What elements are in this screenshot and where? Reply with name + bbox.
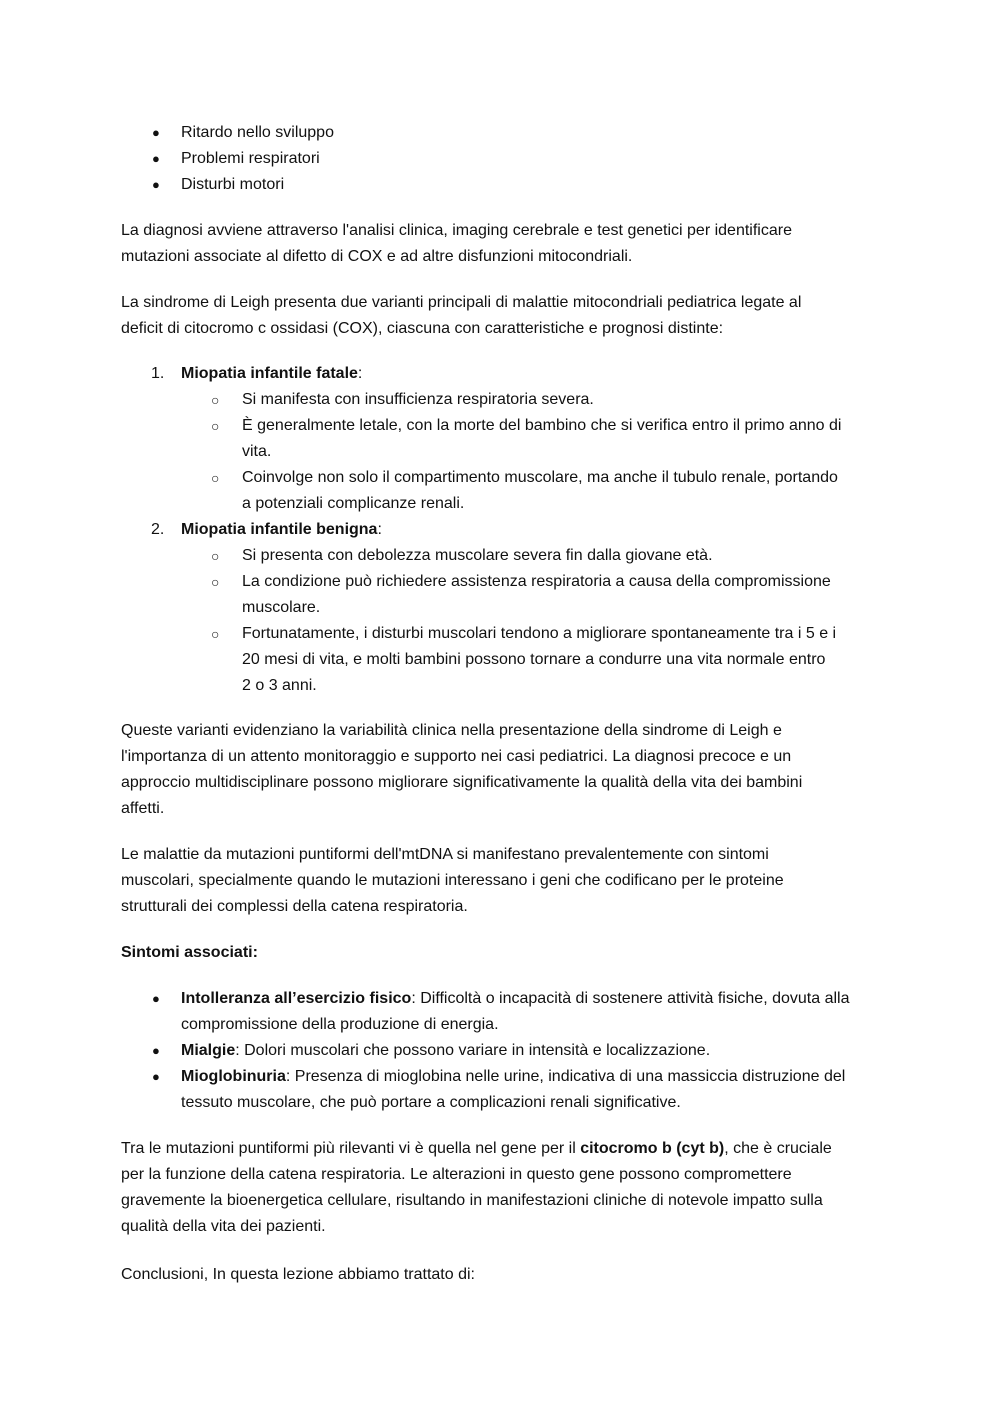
conclusion-line: Conclusioni, In questa lezione abbiamo trattato di:: [121, 1266, 475, 1283]
circle-bullet-icon: ○: [211, 392, 220, 408]
list-item-cont: tessuto muscolare, che può portare a complicazioni renali significative.: [181, 1094, 681, 1111]
symptoms-heading: Sintomi associati:: [121, 944, 258, 961]
circle-bullet-icon: ○: [211, 574, 220, 590]
circle-bullet-icon: ○: [211, 548, 220, 564]
paragraph-citocromo: Tra le mutazioni puntiformi più rilevanti vi è quella nel gene per il citocromo b (cyt b), che è cruciale per la funzione della catena respiratoria. Le alterazioni in questo gene possono compromettere gravemente la bioenergetica cellulare, risultando in manifestazioni cliniche di notevole impatto sulla qualità della vita dei pazienti.: [121, 1140, 832, 1235]
circle-bullet-icon: ○: [211, 418, 220, 434]
bullet-icon: ●: [152, 177, 160, 192]
list-item-cont: compromissione della produzione di energia.: [181, 1016, 499, 1033]
sub-item: È generalmente letale, con la morte del bambino che si verifica entro il primo anno di: [242, 417, 842, 434]
sub-item: La condizione può richiedere assistenza respiratoria a causa della compromissione: [242, 573, 831, 590]
list-item: Disturbi motori: [181, 176, 285, 193]
sub-item: Coinvolge non solo il compartimento muscolare, ma anche il tubulo renale, portando: [242, 469, 838, 486]
sub-item: Si manifesta con insufficienza respiratoria severa.: [242, 391, 594, 408]
sub-item: Fortunatamente, i disturbi muscolari tendono a migliorare spontaneamente tra i 5 e i: [242, 625, 837, 642]
list-item: Mioglobinuria: Presenza di mioglobina nelle urine, indicativa di una massiccia distruzione del: [181, 1068, 846, 1085]
list-item: Mialgie: Dolori muscolari che possono variare in intensità e localizzazione.: [181, 1042, 711, 1059]
sub-item-cont: a potenziali complicanze renali.: [242, 495, 465, 512]
list-item: Ritardo nello sviluppo: [181, 124, 334, 141]
paragraph-varianti: La sindrome di Leigh presenta due varianti principali di malattie mitocondriali pediatrica legate al deficit di citocromo c ossidasi (COX), ciascuna con caratteristiche e prognosi distinte:: [121, 294, 802, 337]
variant-title: Miopatia infantile benigna:: [181, 521, 382, 538]
circle-bullet-icon: ○: [211, 470, 220, 486]
sub-item-cont: muscolare.: [242, 599, 321, 616]
list-number: 2.: [151, 521, 165, 538]
sub-item: Si presenta con debolezza muscolare severa fin dalla giovane età.: [242, 547, 713, 564]
paragraph-diagnosi: La diagnosi avviene attraverso l'analisi clinica, imaging cerebrale e test genetici per identificare mutazioni associate al difetto di COX e ad altre disfunzioni mitocondriali.: [121, 222, 792, 265]
list-item: Problemi respiratori: [181, 150, 320, 167]
list-item: Intolleranza all’esercizio fisico: Difficoltà o incapacità di sostenere attività fisiche, dovuta alla: [181, 990, 850, 1007]
bullet-icon: ●: [152, 1043, 160, 1058]
sub-item-cont: 2 o 3 anni.: [242, 677, 317, 694]
paragraph-mtdna: Le malattie da mutazioni puntiformi dell'mtDNA si manifestano prevalentemente con sintomi muscolari, specialmente quando le mutazioni interessano i geni che codificano per le proteine strutturali dei complessi della catena respiratoria.: [121, 846, 784, 915]
variant-title: Miopatia infantile fatale:: [181, 365, 363, 382]
bullet-icon: ●: [152, 151, 160, 166]
sub-item-cont: 20 mesi di vita, e molti bambini possono tornare a condurre una vita normale entro: [242, 651, 826, 668]
bullet-icon: ●: [152, 1069, 160, 1084]
sub-item-cont: vita.: [242, 443, 272, 460]
circle-bullet-icon: ○: [211, 626, 220, 642]
bullet-icon: ●: [152, 991, 160, 1006]
list-number: 1.: [151, 365, 165, 382]
paragraph-variabilita: Queste varianti evidenziano la variabilità clinica nella presentazione della sindrome di Leigh e l'importanza di un attento monitoraggio e supporto nei casi pediatrici. La diagnosi precoce e un approccio multidisciplinare possono migliorare significativamente la qualità della vita dei bambini affetti.: [121, 722, 803, 817]
bullet-icon: ●: [152, 125, 160, 140]
